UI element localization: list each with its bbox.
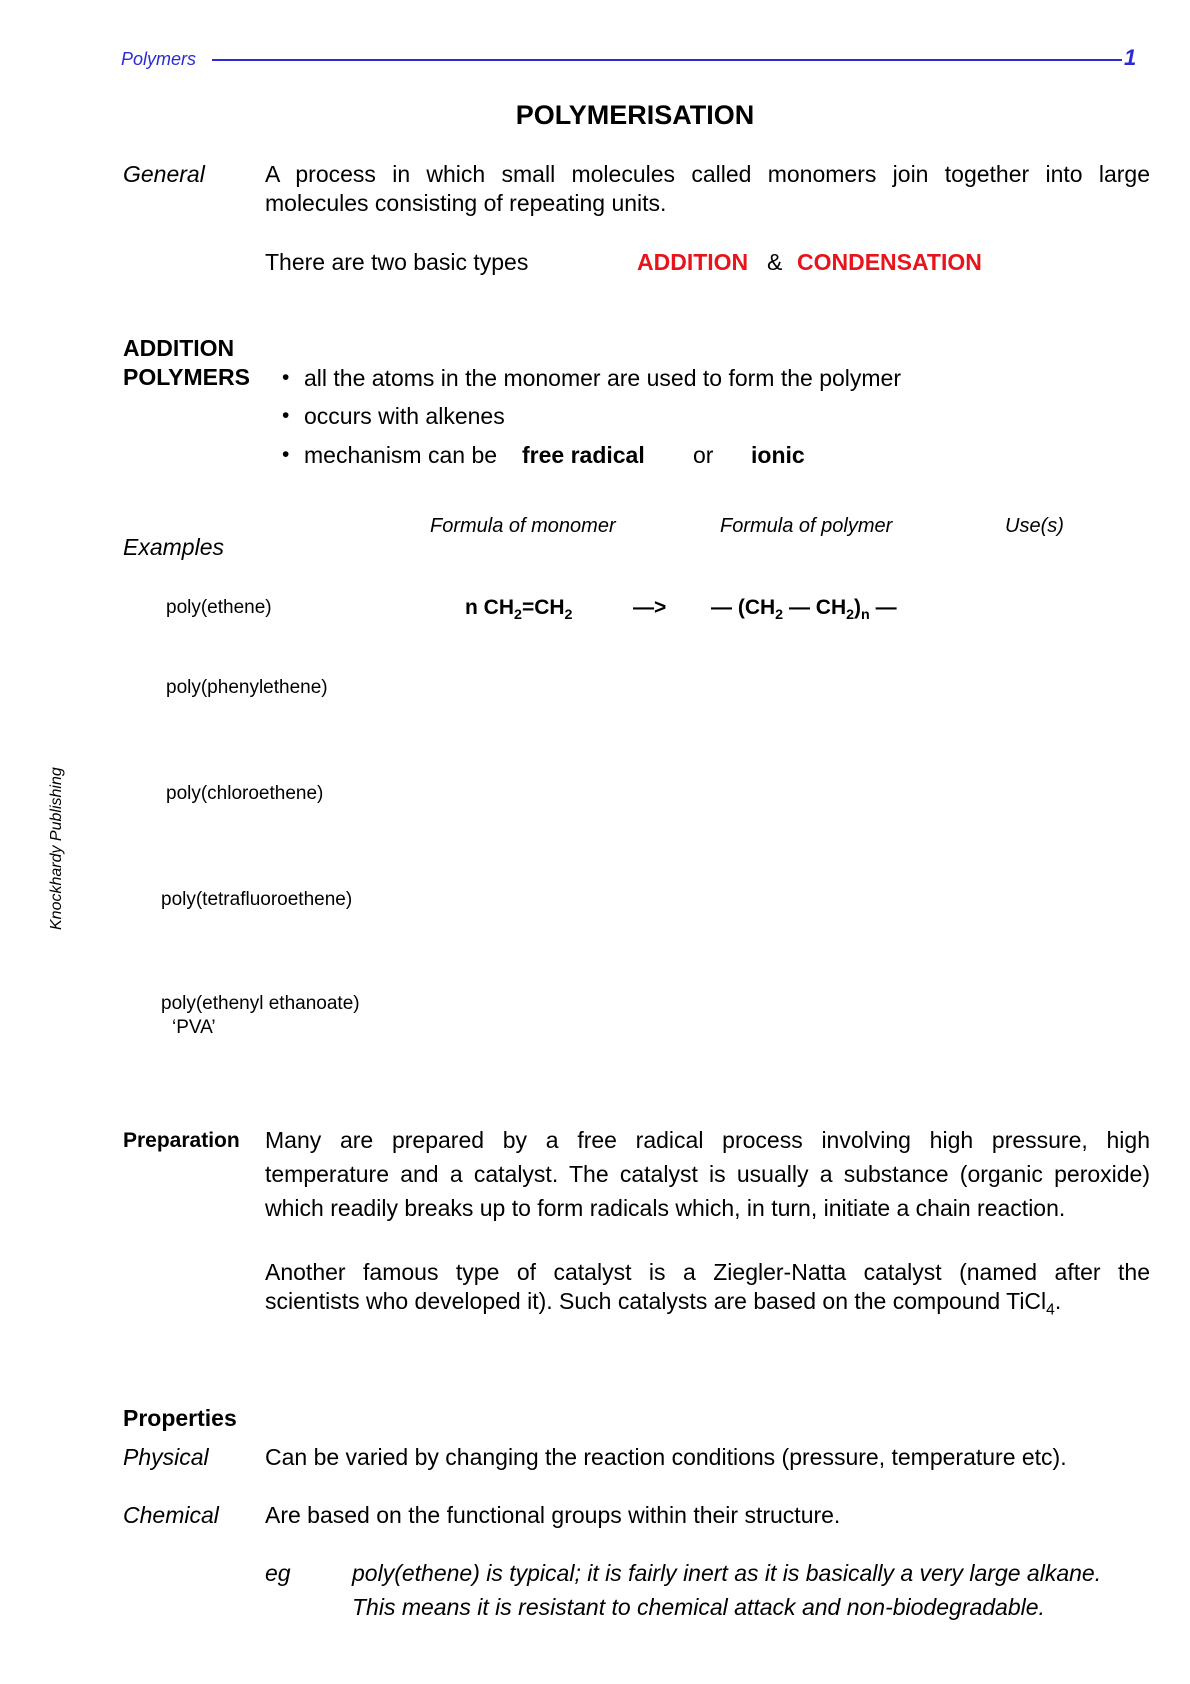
mechanism-prefix: mechanism can be xyxy=(304,442,498,468)
bullet-marker: • xyxy=(282,404,290,427)
catalyst-line-1: Another famous type of catalyst is a Ziegler-Natta catalyst (named after the xyxy=(265,1259,1150,1285)
addition-label-line-2: POLYMERS xyxy=(123,364,250,390)
polymer-formula-ethene: — ($CH_2$ — $CH_2)_n$ — xyxy=(711,596,897,624)
page-title: POLYMERISATION xyxy=(515,100,755,130)
type-addition: ADDITION xyxy=(637,249,749,275)
eg-line-2: This means it is resistant to chemical attack and non-biodegradable. xyxy=(352,1594,1045,1620)
example-name: poly(chloroethene) xyxy=(166,783,324,804)
physical-text: Can be varied by changing the reaction conditions (pressure, temperature etc). xyxy=(265,1444,1067,1470)
reaction-arrow: —> xyxy=(633,596,667,619)
monomer-formula-ethene: n $CH_2=CH_2$ xyxy=(465,596,573,624)
chemical-label: Chemical xyxy=(123,1502,219,1528)
type-condensation: CONDENSATION xyxy=(797,249,982,275)
properties-label: Properties xyxy=(123,1405,237,1431)
mechanism-or: or xyxy=(693,442,714,468)
mechanism-free-radical: free radical xyxy=(522,442,645,468)
types-intro: There are two basic types xyxy=(265,249,529,275)
eg-label: eg xyxy=(265,1560,291,1586)
catalyst-line-2: scientists who developed it). Such catalysts are based on the compound TiCl$_4$. xyxy=(265,1288,1062,1319)
general-label: General xyxy=(123,161,205,187)
examples-label: Examples xyxy=(123,534,224,560)
bullet-item: all the atoms in the monomer are used to form the polymer xyxy=(304,365,902,391)
example-name: poly(ethenyl ethanoate) xyxy=(161,993,360,1014)
example-name: poly(tetrafluoroethene) xyxy=(161,889,353,910)
general-line-1: A process in which small molecules called monomers join together into large xyxy=(265,161,1150,187)
header-rule xyxy=(212,59,1122,61)
example-name: poly(ethene) xyxy=(166,597,272,618)
example-alias: ‘PVA’ xyxy=(172,1017,216,1038)
general-line-2: molecules consisting of repeating units. xyxy=(265,190,667,216)
example-name: poly(phenylethene) xyxy=(166,677,328,698)
side-publisher-text: Knockhardy Publishing xyxy=(48,767,65,930)
bullet-item: occurs with alkenes xyxy=(304,403,505,429)
eg-line-1: poly(ethene) is typical; it is fairly inert as it is basically a very large alkane. xyxy=(352,1560,1102,1586)
preparation-line: Many are prepared by a free radical process involving high pressure, high xyxy=(265,1127,1150,1153)
column-header-monomer: Formula of monomer xyxy=(430,515,616,537)
page-number: 1 xyxy=(1124,45,1137,70)
column-header-polymer: Formula of polymer xyxy=(720,515,893,537)
preparation-line: temperature and a catalyst. The catalyst is usually a substance (organic peroxide) xyxy=(265,1161,1150,1187)
addition-label-line-1: ADDITION xyxy=(123,335,235,361)
mechanism-ionic: ionic xyxy=(751,442,805,468)
preparation-line: which readily breaks up to form radicals which, in turn, initiate a chain reaction. xyxy=(265,1195,1066,1221)
types-ampersand: & xyxy=(767,249,783,275)
column-header-uses: Use(s) xyxy=(1005,515,1064,537)
bullet-marker: • xyxy=(282,443,290,466)
header-title: Polymers xyxy=(121,49,197,69)
bullet-marker: • xyxy=(282,366,290,389)
physical-label: Physical xyxy=(123,1444,209,1470)
preparation-label: Preparation xyxy=(123,1129,240,1152)
chemical-text: Are based on the functional groups within their structure. xyxy=(265,1502,841,1528)
